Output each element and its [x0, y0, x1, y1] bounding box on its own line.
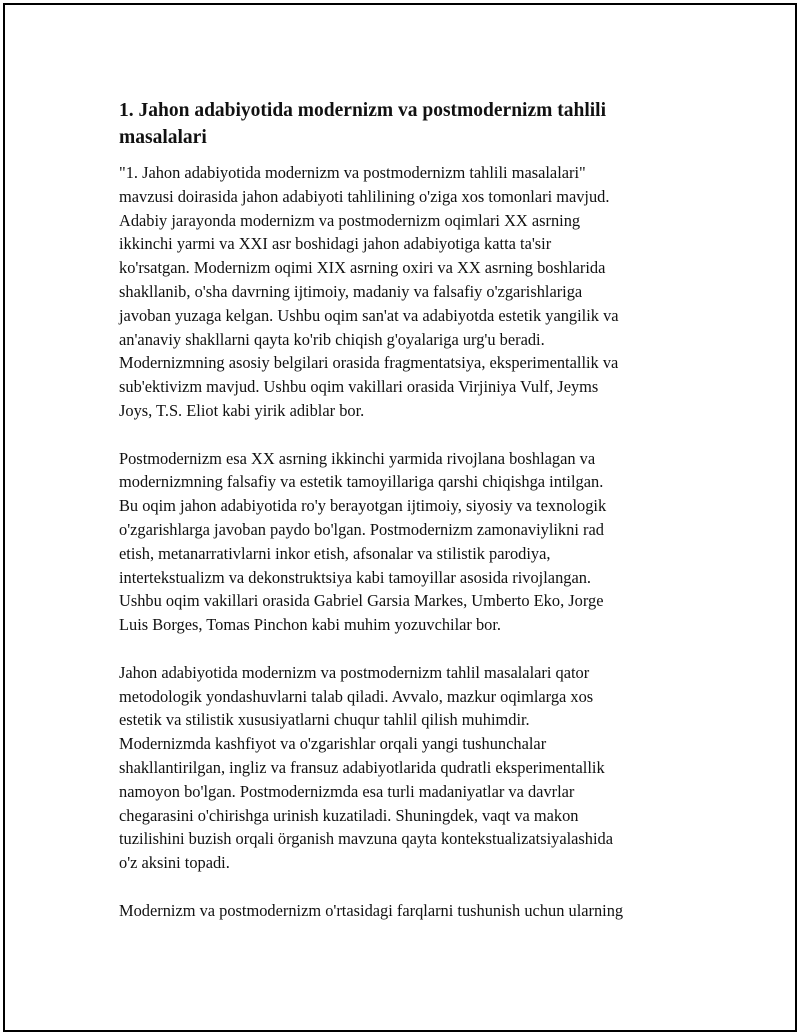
- paragraph-4: Modernizm va postmodernizm o'rtasidagi farqlarni tushunish uchun ularning: [119, 900, 624, 920]
- paragraph-1: "1. Jahon adabiyotida modernizm va postmodernizm tahlili masalalari" mavzusi doirasida jahon adabiyoti tahlilining o'ziga xos tomonlari mavjud. Adabiy jarayonda modernizm va postmodernizm oqimlari XX asrning ikkinchi yarmi va XXI asr boshidagi jahon adabiyotiga katta ta'sir ko'rsatgan. Modernizm oqimi XIX asrning oxiri va XX asrning boshlarida shakllanib, o'sha davrning ijtimoiy, madaniy va falsafiy o'zgarishlariga javoban yuzaga kelgan. Ushbu oqim san'at va adabiyotda estetik yangilik va an'anaviy shakllarni qayta ko'rib chiqish g'oyalariga urg'u beradi. Modernizmning asosiy belgilari orasida fragmentatsiya, eksperimentallik va sub'ektivizm mavjud. Ushbu oqim vakillari orasida Virjiniya Vulf, Jeyms Joys, T.S. Eliot kabi yirik adiblar bor.: [119, 163, 619, 420]
- paragraph-2: Postmodernizm esa XX asrning ikkinchi yarmida rivojlana boshlagan va modernizmning falsafiy va estetik tamoyillariga qarshi chiqishga intilgan. Bu oqim jahon adabiyotida ro'y berayotgan ijtimoiy, siyosiy va texnologik o'zgarishlarga javoban paydo bo'lgan. Postmodernizm zamonaviylikni rad etish, metanarrativlarni inkor etish, afsonalar va stilistik parodiya, intertekstualizm va dekonstruktsiya kabi tamoyillar asosida rivojlangan. Ushbu oqim vakillari orasida Gabriel Garsia Markes, Umberto Eko, Jorge Luis Borges, Tomas Pinchon kabi muhim yozuvchilar bor.: [119, 448, 607, 635]
- section-heading: 1. Jahon adabiyotida modernizm va postmodernizm tahlili masalalari: [119, 100, 606, 148]
- document-body: [119, 97, 694, 946]
- document-page: [3, 3, 797, 1032]
- paragraph-3: Jahon adabiyotida modernizm va postmodernizm tahlil masalalari qator metodologik yondashuvlarni talab qiladi. Avvalo, mazkur oqimlarga xos estetik va stilistik xususiyatlarni chuqur tahlil qilish muhimdir. Modernizmda kashfiyot va o'zgarishlar orqali yangi tushunchalar shakllantirilgan, ingliz va fransuz adabiyotlarida qudratli eksperimentallik namoyon bo'lgan. Postmodernizmda esa turli madaniyatlar va davrlar chegarasini o'chirishga urinish kuzatiladi. Shuningdek, vaqt va makon tuzilishini buzish orqali örganish mavzuna qayta kontekstualizatsiyalashida o'z aksini topadi.: [119, 662, 614, 873]
